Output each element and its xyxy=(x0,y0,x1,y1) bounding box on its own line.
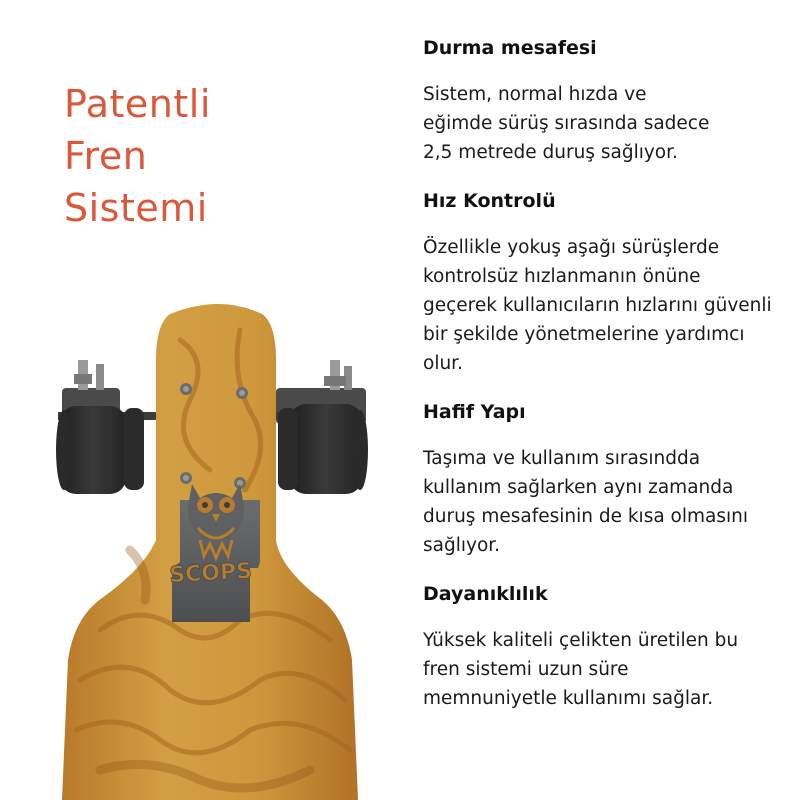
feature-title: Hız Kontrolü xyxy=(423,190,556,212)
feature-speed-control xyxy=(423,187,783,378)
headline-line-3: Sistemi xyxy=(64,186,208,230)
brake-plate-icon xyxy=(172,484,260,622)
feature-description: Sistem, normal hızda ve eğimde sürüş sırasında sadece 2,5 metrede duruş sağlıyor. xyxy=(423,84,710,163)
feature-light-structure xyxy=(423,398,783,560)
feature-title: Dayanıklılık xyxy=(423,583,548,605)
feature-durability xyxy=(423,580,783,713)
feature-title: Durma mesafesi xyxy=(423,37,597,59)
feature-list xyxy=(423,34,783,713)
headline-line-2: Fren xyxy=(64,134,148,178)
feature-stopping-distance xyxy=(423,34,783,167)
headline-line-1: Patentli xyxy=(64,82,211,126)
feature-description: Taşıma ve kullanım sırasındda kullanım sağlarken aynı zamanda duruş mesafesinin de kısa olmasını sağlıyor. xyxy=(423,448,749,556)
headline xyxy=(64,78,324,234)
feature-title: Hafif Yapı xyxy=(423,401,526,423)
right-truck-icon xyxy=(268,360,368,494)
feature-description: Özellikle yokuş aşağı sürüşlerde kontrolsüz hızlanmanın önüne geçerek kullanıcıların hızlarını güvenli bir şekilde yönetmelerine yardımcı olur. xyxy=(423,237,772,374)
skateboard-brake-image xyxy=(40,300,400,800)
brand-logo-text: SCOPS xyxy=(168,558,253,589)
feature-description: Yüksek kaliteli çelikten üretilen bu fren sistemi uzun süre memnuniyetle kullanımı sağlar. xyxy=(423,630,739,709)
